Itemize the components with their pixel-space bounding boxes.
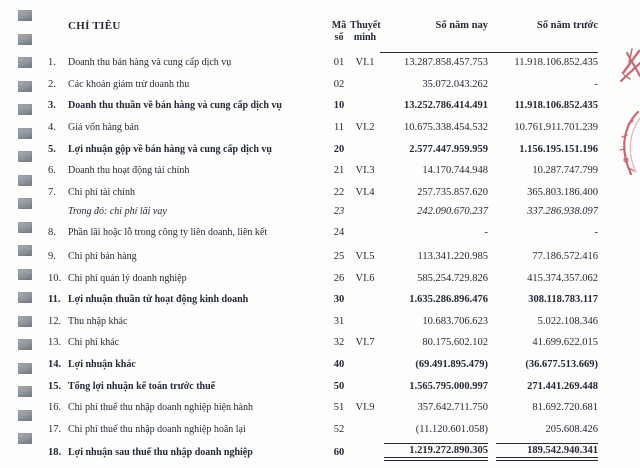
row-current-value: 585.254.729.826 <box>417 272 488 284</box>
column-header-prior-year: Số năm trước <box>488 12 598 53</box>
row-note: VI.4 <box>355 186 375 198</box>
row-prior-value: 415.374.357.062 <box>527 272 598 284</box>
row-code: 22 <box>333 186 345 198</box>
row-code: 20 <box>333 143 345 155</box>
table-row <box>45 332 598 354</box>
row-current-value: 13.252.786.414.491 <box>404 100 488 112</box>
row-number: 4. <box>48 122 56 134</box>
row-number: 6. <box>48 165 56 177</box>
row-label: Thu nhập khác <box>68 315 128 327</box>
red-stamp-edge-fragment <box>614 48 640 183</box>
row-number: 11. <box>48 294 61 306</box>
row-code: 01 <box>333 57 345 69</box>
row-number: 1. <box>48 57 56 69</box>
table-body <box>45 52 598 464</box>
binder-hole <box>18 34 32 45</box>
row-prior-value: - <box>594 227 598 239</box>
table-row <box>45 160 598 182</box>
binder-hole <box>18 433 32 444</box>
binder-hole <box>18 128 32 139</box>
row-label: Chi phí thuế thu nhập doanh nghiệp hoãn lại <box>68 423 246 435</box>
row-label: Doanh thu bán hàng và cung cấp dịch vụ <box>68 57 232 69</box>
row-label: Lợi nhuận khác <box>68 358 136 370</box>
row-number: 7. <box>48 186 56 198</box>
row-prior-value: 189.542.940.341 <box>488 443 598 462</box>
row-current-value: 2.577.447.959.959 <box>409 143 488 155</box>
row-note: VI.9 <box>355 402 375 414</box>
row-code: 23 <box>333 206 345 218</box>
table-row <box>45 220 598 246</box>
row-current-value: 257.735.857.620 <box>417 186 488 198</box>
row-prior-value: 11.918.106.852.435 <box>514 100 598 112</box>
table-row <box>45 203 598 220</box>
row-code: 51 <box>333 402 345 414</box>
table-row <box>45 182 598 204</box>
row-note: VI.5 <box>355 250 375 262</box>
binder-holes <box>18 10 34 458</box>
row-prior-value: 365.803.186.400 <box>527 186 598 198</box>
binder-hole <box>18 269 32 280</box>
row-label: Chi phí khác <box>68 337 120 349</box>
table-row <box>45 117 598 139</box>
table-row <box>45 397 598 419</box>
column-header-code: Mã số <box>331 20 347 43</box>
binder-hole <box>18 81 32 92</box>
row-label: Lợi nhuận gộp về bán hàng và cung cấp dịch vụ <box>68 143 272 155</box>
row-label: Chi phí bán hàng <box>68 250 137 262</box>
binder-hole <box>18 339 32 350</box>
row-label: Chi phí quản lý doanh nghiệp <box>68 272 187 284</box>
row-current-value: (69.491.895.479) <box>415 358 488 370</box>
column-header-note: Thuyết minh <box>350 20 381 43</box>
binder-hole <box>18 363 32 374</box>
row-number: 17. <box>48 423 62 435</box>
row-label: Chi phí tài chính <box>68 186 135 198</box>
row-label: Các khoản giảm trừ doanh thu <box>68 78 190 90</box>
row-prior-value: 77.186.572.416 <box>532 250 598 262</box>
row-current-value: 1.635.286.896.476 <box>409 294 488 306</box>
row-code: 26 <box>333 272 345 284</box>
row-current-value: - <box>484 227 488 239</box>
row-current-value: 242.090.670.237 <box>417 206 488 218</box>
row-code: 31 <box>333 315 345 327</box>
row-number: 16. <box>48 402 62 414</box>
table-row <box>45 95 598 117</box>
row-number: 5. <box>48 143 56 155</box>
row-note: VI.6 <box>355 272 375 284</box>
table-row <box>45 74 598 96</box>
table-row <box>45 289 598 311</box>
row-label: Phần lãi hoặc lỗ trong công ty liên doanh, liên kết <box>68 227 268 239</box>
row-current-value: 10.683.706.623 <box>422 315 488 327</box>
row-prior-value: 5.022.108.346 <box>537 315 598 327</box>
row-prior-value: 10.287.747.799 <box>532 165 598 177</box>
row-code: 10 <box>333 100 345 112</box>
row-number: 10. <box>48 272 62 284</box>
binder-hole <box>18 57 32 68</box>
binder-hole <box>18 104 32 115</box>
table-row <box>45 267 598 289</box>
row-prior-value: 10.761.911.701.239 <box>514 122 598 134</box>
table-header-row <box>45 12 598 52</box>
row-label: Giá vốn hàng bán <box>68 122 139 134</box>
row-current-value: 1.565.795.000.997 <box>409 380 488 392</box>
row-current-value: 1.219.272.890.305 <box>380 443 488 462</box>
table-row <box>45 52 598 74</box>
binder-hole <box>18 410 32 421</box>
row-label: Doanh thu thuần về bán hàng và cung cấp dịch vụ <box>68 100 282 112</box>
row-number: 3. <box>48 100 56 112</box>
row-number: 18. <box>48 446 62 458</box>
row-label: Tổng lợi nhuận kế toán trước thuế <box>68 380 216 392</box>
row-prior-value: 11.918.106.852.435 <box>514 57 598 69</box>
row-prior-value: (36.677.513.669) <box>525 358 598 370</box>
binder-hole <box>18 292 32 303</box>
table-row <box>45 440 598 464</box>
row-code: 11 <box>333 122 345 134</box>
row-code: 30 <box>333 294 345 306</box>
table-row <box>45 138 598 160</box>
row-note: VI.7 <box>355 337 375 349</box>
binder-hole <box>18 316 32 327</box>
row-prior-value: - <box>594 78 598 90</box>
row-prior-value: 271.441.269.448 <box>527 380 598 392</box>
binder-hole <box>18 10 32 21</box>
row-current-value: 10.675.338.454.532 <box>404 122 488 134</box>
binder-hole <box>18 245 32 256</box>
row-code: 50 <box>333 380 345 392</box>
binder-hole <box>18 198 32 209</box>
row-current-value: 80.175.602.102 <box>422 337 488 349</box>
row-note: VI.2 <box>355 122 375 134</box>
row-code: 32 <box>333 337 345 349</box>
row-current-value: 13.287.858.457.753 <box>404 57 488 69</box>
row-code: 52 <box>333 423 345 435</box>
row-code: 02 <box>333 78 345 90</box>
row-label: Lợi nhuận thuần từ hoạt động kinh doanh <box>68 294 249 306</box>
row-number: 15. <box>48 380 62 392</box>
row-code: 40 <box>333 358 345 370</box>
binder-hole <box>18 222 32 233</box>
column-header-items: CHỈ TIÊU <box>68 20 121 32</box>
row-prior-value: 308.118.783.117 <box>528 294 598 306</box>
binder-hole <box>18 175 32 186</box>
table-row <box>45 375 598 397</box>
row-prior-value: 1.156.195.151.196 <box>519 143 598 155</box>
row-prior-value: 81.692.720.681 <box>532 402 598 414</box>
row-current-value: 14.170.744.948 <box>422 165 488 177</box>
row-current-value: 113.341.220.985 <box>417 250 488 262</box>
column-header-current-year: Số năm nay <box>380 12 488 53</box>
row-label: Doanh thu hoạt động tài chính <box>68 165 190 177</box>
income-statement-table <box>45 12 598 464</box>
binder-hole <box>18 386 32 397</box>
table-row <box>45 354 598 376</box>
row-current-value: (11.120.601.058) <box>415 423 488 435</box>
binder-hole <box>18 151 32 162</box>
row-note: VI.3 <box>355 165 375 177</box>
row-number: 2. <box>48 78 56 90</box>
row-note: VI.1 <box>355 57 375 69</box>
row-code: 21 <box>333 165 345 177</box>
row-number: 12. <box>48 315 62 327</box>
row-current-value: 35.072.043.262 <box>422 78 488 90</box>
row-label: Lợi nhuận sau thuế thu nhập doanh nghiệp <box>68 446 253 458</box>
row-label: Trong đó: chi phí lãi vay <box>68 206 167 218</box>
row-code: 24 <box>333 227 345 239</box>
row-prior-value: 337.286.938.097 <box>527 206 598 218</box>
row-number: 14. <box>48 358 62 370</box>
row-number: 13. <box>48 337 62 349</box>
row-prior-value: 41.699.622.015 <box>532 337 598 349</box>
table-row <box>45 418 598 440</box>
row-number: 9. <box>48 250 56 262</box>
row-prior-value: 205.608.426 <box>545 423 598 435</box>
row-current-value: 357.642.711.750 <box>417 402 488 414</box>
row-number: 8. <box>48 227 56 239</box>
table-row <box>45 246 598 268</box>
row-code: 25 <box>333 250 345 262</box>
table-row <box>45 310 598 332</box>
row-label: Chi phí thuế thu nhập doanh nghiệp hiện hành <box>68 402 253 414</box>
row-code: 60 <box>333 446 345 458</box>
